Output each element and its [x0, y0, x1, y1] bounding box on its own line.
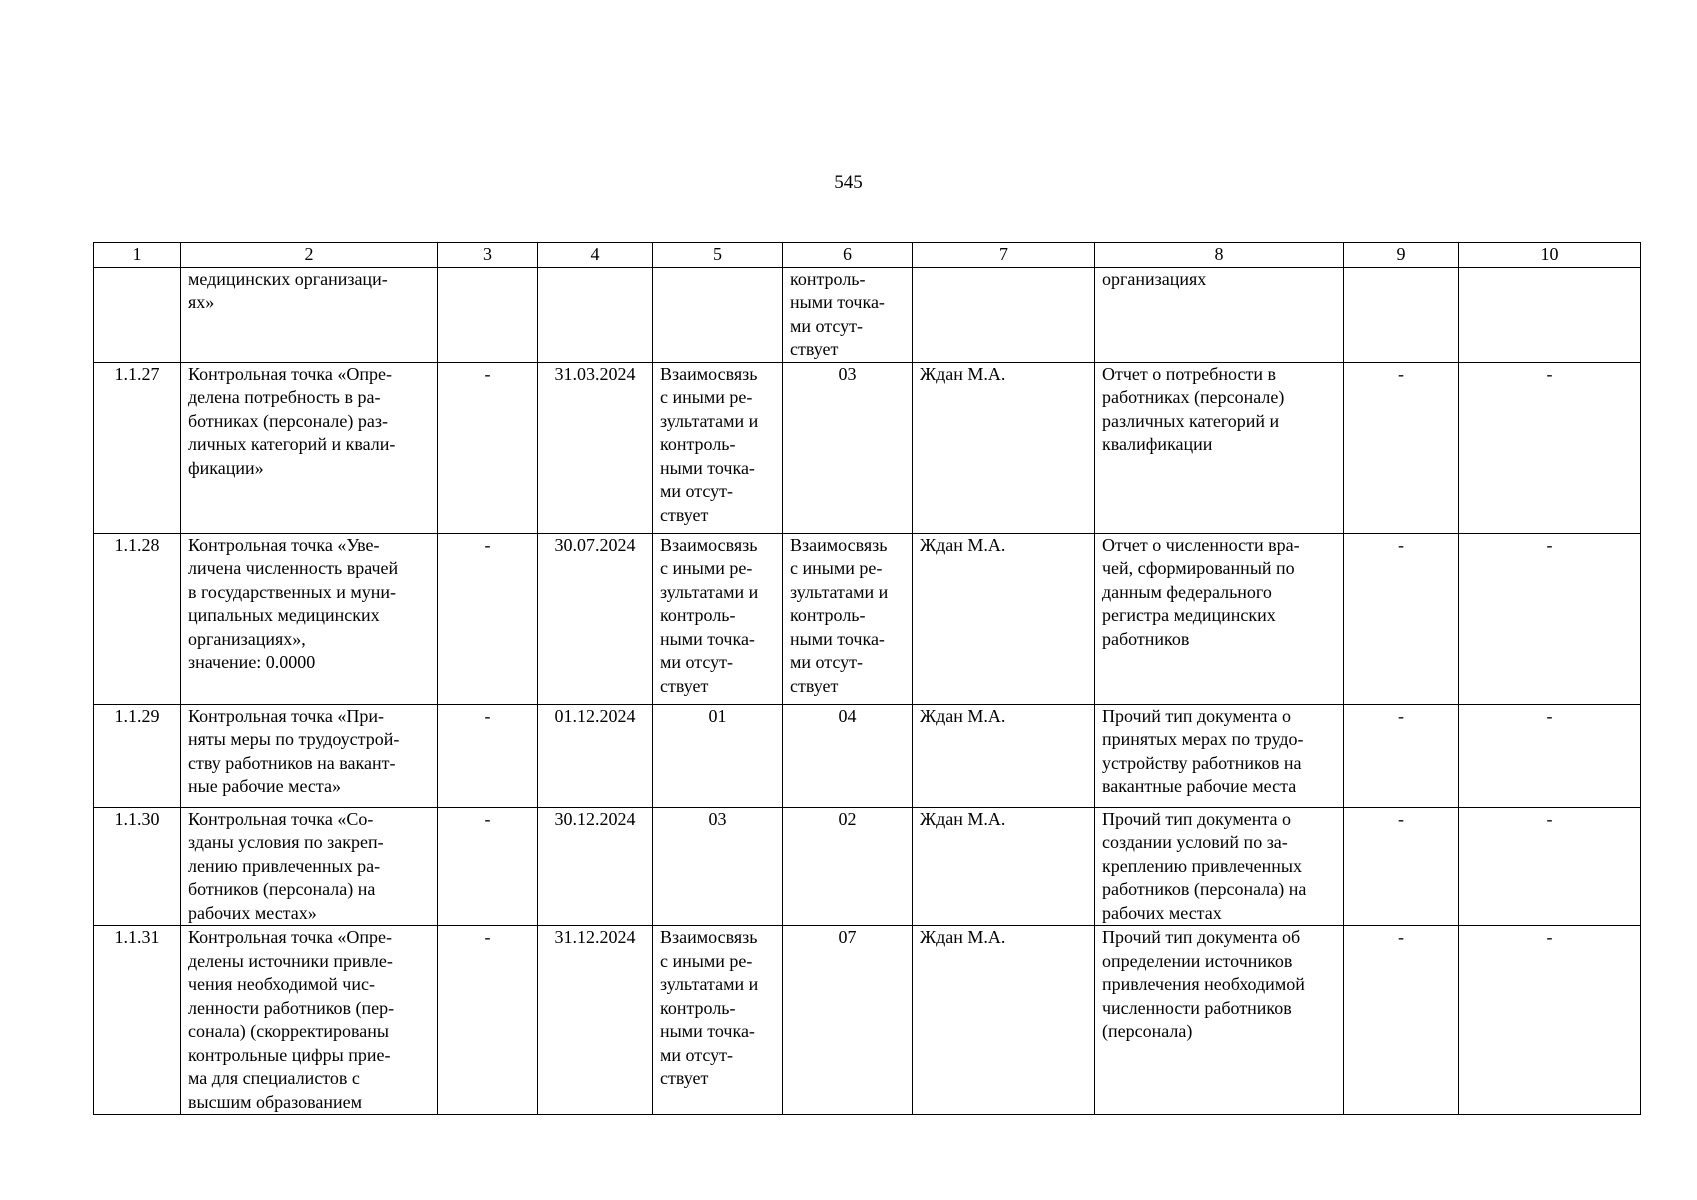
cell-col10: - — [1459, 533, 1641, 704]
column-header: 3 — [438, 243, 538, 268]
row-number: 1.1.27 — [94, 362, 181, 533]
table-row — [94, 926, 1641, 1115]
cell-document: Отчет о численности вра- чей, сформированный по данным федерального регистра медицинских работников — [1095, 533, 1344, 704]
page-number: 545 — [834, 172, 863, 193]
cell-col3: - — [438, 926, 538, 1115]
row-number: 1.1.31 — [94, 926, 181, 1115]
column-header: 4 — [538, 243, 653, 268]
cell-col10: - — [1459, 807, 1641, 926]
cell-responsible: Ждан М.А. — [913, 704, 1095, 807]
cell-responsible: Ждан М.А. — [913, 533, 1095, 704]
cell-col3: - — [438, 362, 538, 533]
column-header: 6 — [783, 243, 913, 268]
control-point-name: Контрольная точка «При- няты меры по трудоустрой- ству работников на вакант- ные рабочие места» — [181, 704, 438, 807]
cell-responsible: Ждан М.А. — [913, 807, 1095, 926]
row-number: 1.1.28 — [94, 533, 181, 704]
control-point-name: медицинских организаци- ях» — [181, 267, 438, 362]
cell-col10: - — [1459, 704, 1641, 807]
cell-responsible: Ждан М.А. — [913, 362, 1095, 533]
column-header: 8 — [1095, 243, 1344, 268]
cell-document: организациях — [1095, 267, 1344, 362]
cell-col5: Взаимосвязь с иными ре- зультатами и контроль- ными точка- ми отсут- ствует — [653, 362, 783, 533]
table-row — [94, 704, 1641, 807]
table-row — [94, 362, 1641, 533]
column-header: 2 — [181, 243, 438, 268]
row-number: 1.1.30 — [94, 807, 181, 926]
cell-document: Отчет о потребности в работниках (персонале) различных категорий и квалификации — [1095, 362, 1344, 533]
cell-col9: - — [1344, 362, 1459, 533]
cell-col9: - — [1344, 704, 1459, 807]
cell-responsible — [913, 267, 1095, 362]
cell-col10 — [1459, 267, 1641, 362]
cell-responsible: Ждан М.А. — [913, 926, 1095, 1115]
cell-col3: - — [438, 704, 538, 807]
cell-col10: - — [1459, 362, 1641, 533]
cell-col5: Взаимосвязь с иными ре- зультатами и контроль- ными точка- ми отсут- ствует — [653, 926, 783, 1115]
cell-col3: - — [438, 807, 538, 926]
cell-date — [538, 267, 653, 362]
column-header: 1 — [94, 243, 181, 268]
cell-date: 31.03.2024 — [538, 362, 653, 533]
column-header: 10 — [1459, 243, 1641, 268]
table-row — [94, 533, 1641, 704]
cell-col6: контроль- ными точка- ми отсут- ствует — [783, 267, 913, 362]
cell-col9 — [1344, 267, 1459, 362]
cell-document: Прочий тип документа о создании условий по за- креплению привлеченных работников (персонала) на рабочих местах — [1095, 807, 1344, 926]
control-point-name: Контрольная точка «Со- зданы условия по закреп- лению привлеченных ра- ботников (персонала) на рабочих местах» — [181, 807, 438, 926]
cell-col9: - — [1344, 807, 1459, 926]
cell-col3 — [438, 267, 538, 362]
cell-document: Прочий тип документа об определении источников привлечения необходимой численности работников (персонала) — [1095, 926, 1344, 1115]
cell-col5: Взаимосвязь с иными ре- зультатами и контроль- ными точка- ми отсут- ствует — [653, 533, 783, 704]
column-header: 9 — [1344, 243, 1459, 268]
cell-col9: - — [1344, 533, 1459, 704]
cell-col6: 07 — [783, 926, 913, 1115]
control-point-name: Контрольная точка «Уве- личена численность врачей в государственных и муни- ципальных медицинских организациях», значение: 0.0000 — [181, 533, 438, 704]
table-row — [94, 807, 1641, 926]
row-number: 1.1.29 — [94, 704, 181, 807]
cell-document: Прочий тип документа о принятых мерах по трудо- устройству работников на вакантные рабочие места — [1095, 704, 1344, 807]
cell-col10: - — [1459, 926, 1641, 1115]
column-header: 7 — [913, 243, 1095, 268]
column-header: 5 — [653, 243, 783, 268]
table-row — [94, 267, 1641, 362]
cell-col6: Взаимосвязь с иными ре- зультатами и контроль- ными точка- ми отсут- ствует — [783, 533, 913, 704]
row-number — [94, 267, 181, 362]
cell-col6: 02 — [783, 807, 913, 926]
control-points-table — [93, 242, 1641, 1115]
control-point-name: Контрольная точка «Опре- делены источники привле- чения необходимой чис- ленности работников (пер- сонала) (скорректированы контрольные цифры прие- ма для специалистов с высшим образованием — [181, 926, 438, 1115]
cell-col9: - — [1344, 926, 1459, 1115]
table-header-row — [94, 243, 1641, 268]
cell-col5 — [653, 267, 783, 362]
cell-date: 31.12.2024 — [538, 926, 653, 1115]
cell-col3: - — [438, 533, 538, 704]
cell-date: 30.07.2024 — [538, 533, 653, 704]
cell-date: 01.12.2024 — [538, 704, 653, 807]
control-point-name: Контрольная точка «Опре- делена потребность в ра- ботниках (персонале) раз- личных категорий и квали- фикации» — [181, 362, 438, 533]
cell-col6: 04 — [783, 704, 913, 807]
cell-col5: 03 — [653, 807, 783, 926]
cell-col5: 01 — [653, 704, 783, 807]
cell-date: 30.12.2024 — [538, 807, 653, 926]
cell-col6: 03 — [783, 362, 913, 533]
